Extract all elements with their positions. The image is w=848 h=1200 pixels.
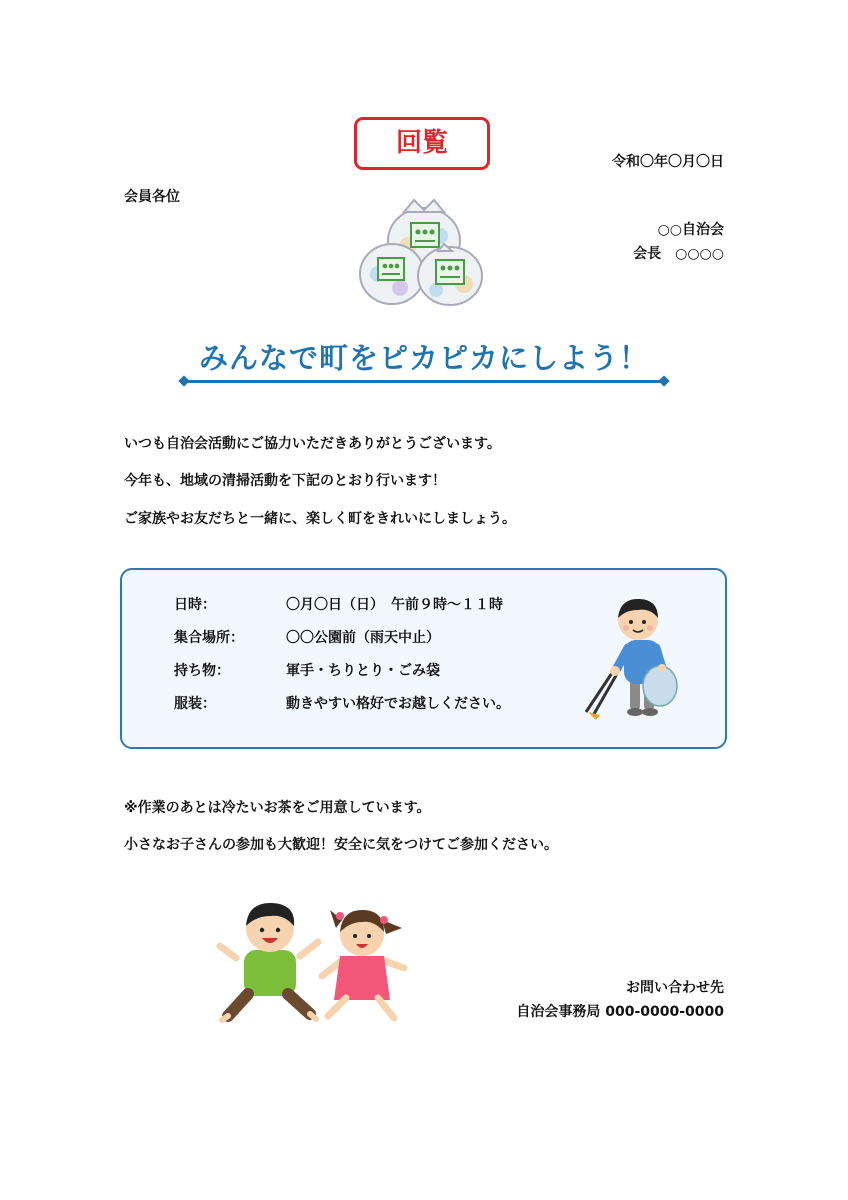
detail-label-dress: 服装： [174, 696, 216, 712]
detail-value-dress: 動きやすい格好でお越しください。 [286, 696, 510, 712]
garbage-bags-illustration [356, 196, 486, 308]
detail-label-items: 持ち物： [174, 663, 230, 679]
boy-picking-trash-illustration [578, 594, 680, 722]
sender-organization: ○○自治会 [657, 222, 724, 238]
contact-label: お問い合わせ先 [626, 980, 724, 996]
note-line-2: 小さなお子さんの参加も大歓迎！安全に気をつけてご参加ください。 [124, 837, 558, 853]
issue-date: 令和〇年〇月〇日 [612, 154, 724, 170]
addressee: 会員各位 [124, 189, 180, 205]
underline-diamond-left [178, 375, 189, 386]
detail-label-place: 集合場所： [174, 630, 244, 646]
headline: みんなで町をピカピカにしよう！ [198, 341, 649, 375]
detail-value-datetime: 〇月〇日（日） 午前９時～１１時 [286, 597, 503, 613]
contact-value: 自治会事務局 000-0000-0000 [516, 1004, 724, 1020]
intro-line-1: いつも自治会活動にご協力いただきありがとうございます。 [124, 436, 501, 452]
underline-diamond-right [658, 375, 669, 386]
note-line-1: ※作業のあとは冷たいお茶をご用意しています。 [124, 800, 431, 816]
children-jumping-illustration [218, 898, 412, 1022]
detail-value-place: 〇〇公園前（雨天中止） [286, 630, 440, 646]
headline-underline [184, 380, 664, 383]
intro-line-3: ご家族やお友だちと一緒に、楽しく町をきれいにしましょう。 [124, 511, 516, 527]
intro-line-2: 今年も、地域の清掃活動を下記のとおり行います！ [124, 473, 446, 489]
circulation-stamp: 回覧 [354, 117, 490, 170]
detail-label-datetime: 日時： [174, 597, 216, 613]
detail-value-items: 軍手・ちりとり・ごみ袋 [286, 663, 440, 679]
sender-chairperson: 会長 ○○○○ [633, 246, 724, 262]
